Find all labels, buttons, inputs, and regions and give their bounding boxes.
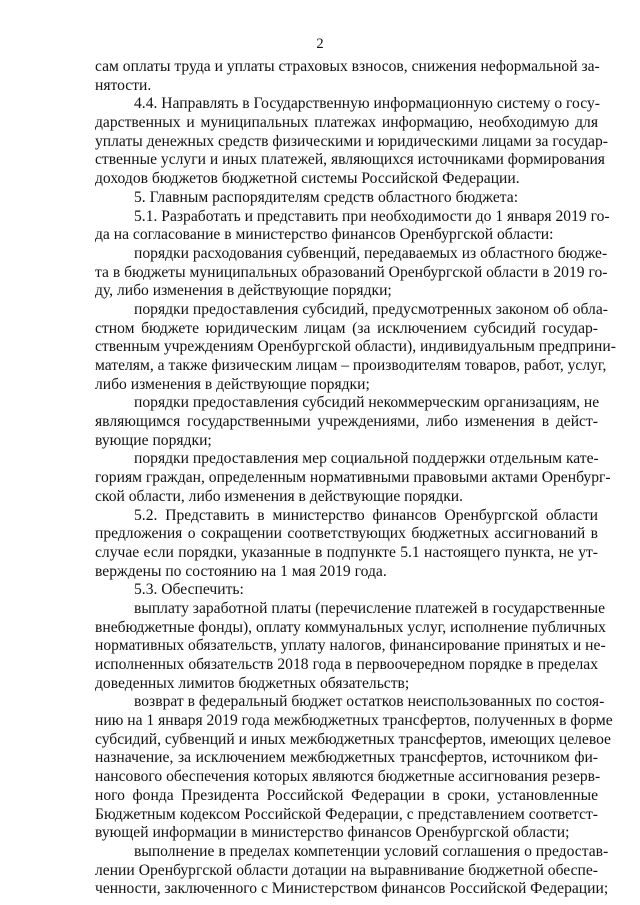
text-line: ду, либо изменения в действующие порядки; — [95, 282, 392, 300]
text-line: внебюджетные фонды), оплату коммунальных услуг, исполнение публичных — [95, 618, 606, 636]
text-line: уплаты денежных средств физическими и юридическими лицами за государ- — [95, 132, 608, 150]
text-line: нятости. — [95, 76, 152, 94]
text-line: ченности, заключенного с Министерством финансов Российской Федерации; — [95, 880, 609, 898]
text-line: стном бюджете юридическим лицам (за исключением субсидий государ- — [95, 319, 598, 337]
text-line: порядки расходования субвенций, передаваемых из областного бюдже- — [134, 244, 608, 262]
text-line: нансового обеспечения которых являются бюджетные ассигнования резерв- — [95, 768, 601, 786]
text-line: субсидий, субвенций и иных межбюджетных трансфертов, имеющих целевое — [95, 730, 611, 748]
text-line: выполнение в пределах компетенции условий соглашения о предостав- — [134, 842, 609, 860]
text-line: лении Оренбургской области дотации на выравнивание бюджетной обеспе- — [95, 861, 598, 879]
text-line: 5.2. Представить в министерство финансов Оренбургской области — [134, 506, 598, 524]
text-line: предложения о сокращении соответствующих бюджетных ассигнований в — [95, 525, 598, 543]
text-line: ственным учреждениям Оренбургской области), индивидуальным предприни- — [95, 338, 616, 356]
text-line: гориям граждан, определенным нормативными правовыми актами Оренбург- — [95, 469, 611, 487]
text-line: 4.4. Направлять в Государственную информационную систему о госу- — [134, 95, 600, 113]
text-line: порядки предоставления субсидий некоммерческим организациям, не — [134, 394, 600, 412]
text-line: мателям, а также физическим лицам – производителям товаров, работ, услуг, — [95, 357, 607, 375]
text-line: назначение, за исключением межбюджетных трансфертов, источником фи- — [95, 749, 598, 767]
text-line: выплату заработной платы (перечисление платежей в государственные — [134, 599, 606, 617]
text-line: ской области, либо изменения в действующие порядки. — [95, 487, 464, 505]
text-line: сам оплаты труда и уплаты страховых взносов, снижения неформальной за- — [95, 58, 600, 75]
text-line: либо изменения в действующие порядки; — [95, 375, 370, 393]
text-line: верждены по состоянию на 1 мая 2019 года. — [95, 562, 387, 580]
text-line: дарственных и муниципальных платежах информацию, необходимую для — [95, 114, 598, 132]
text-line: доходов бюджетов бюджетной системы Российской Федерации. — [95, 170, 520, 188]
text-line: вующие порядки; — [95, 431, 212, 449]
text-line: являющимся государственными учреждениями, либо изменения в дейст- — [95, 413, 598, 431]
text-line: Бюджетным кодексом Российской Федерации, с представлением соответст- — [95, 805, 598, 823]
text-line: нормативных обязательств, уплату налогов, финансирование принятых и не- — [95, 637, 606, 655]
page-number: 2 — [316, 36, 324, 52]
text-line: возврат в федеральный бюджет остатков неиспользованных по состоя- — [134, 693, 605, 711]
text-line: случае если порядки, указанные в подпункте 5.1 настоящего пункта, не ут- — [95, 543, 598, 561]
text-line: 5.1. Разработать и представить при необходимости до 1 января 2019 го- — [134, 207, 610, 225]
text-line: порядки предоставления субсидий, предусмотренных законом об обла- — [134, 300, 608, 318]
text-line: 5.3. Обеспечить: — [134, 581, 244, 599]
text-line: да на согласование в министерство финансов Оренбургской области: — [95, 226, 554, 244]
text-line: исполненных обязательств 2018 года в первоочередном порядке в пределах — [95, 656, 598, 674]
text-line: 5. Главным распорядителям средств областного бюджета: — [134, 188, 519, 206]
text-line: ного фонда Президента Российской Федерации в сроки, установленные — [95, 786, 598, 804]
text-line: та в бюджеты муниципальных образований Оренбургской области в 2019 го- — [95, 263, 608, 281]
text-line: ственные услуги и иных платежей, являющихся источниками формирования — [95, 151, 605, 169]
text-line: нию на 1 января 2019 года межбюджетных трансфертов, полученных в форме — [95, 712, 613, 730]
text-line: доведенных лимитов бюджетных обязательств; — [95, 674, 410, 692]
text-line: вующей информации в министерство финансов Оренбургской области; — [95, 824, 570, 842]
text-line: порядки предоставления мер социальной поддержки отдельным кате- — [134, 450, 599, 468]
